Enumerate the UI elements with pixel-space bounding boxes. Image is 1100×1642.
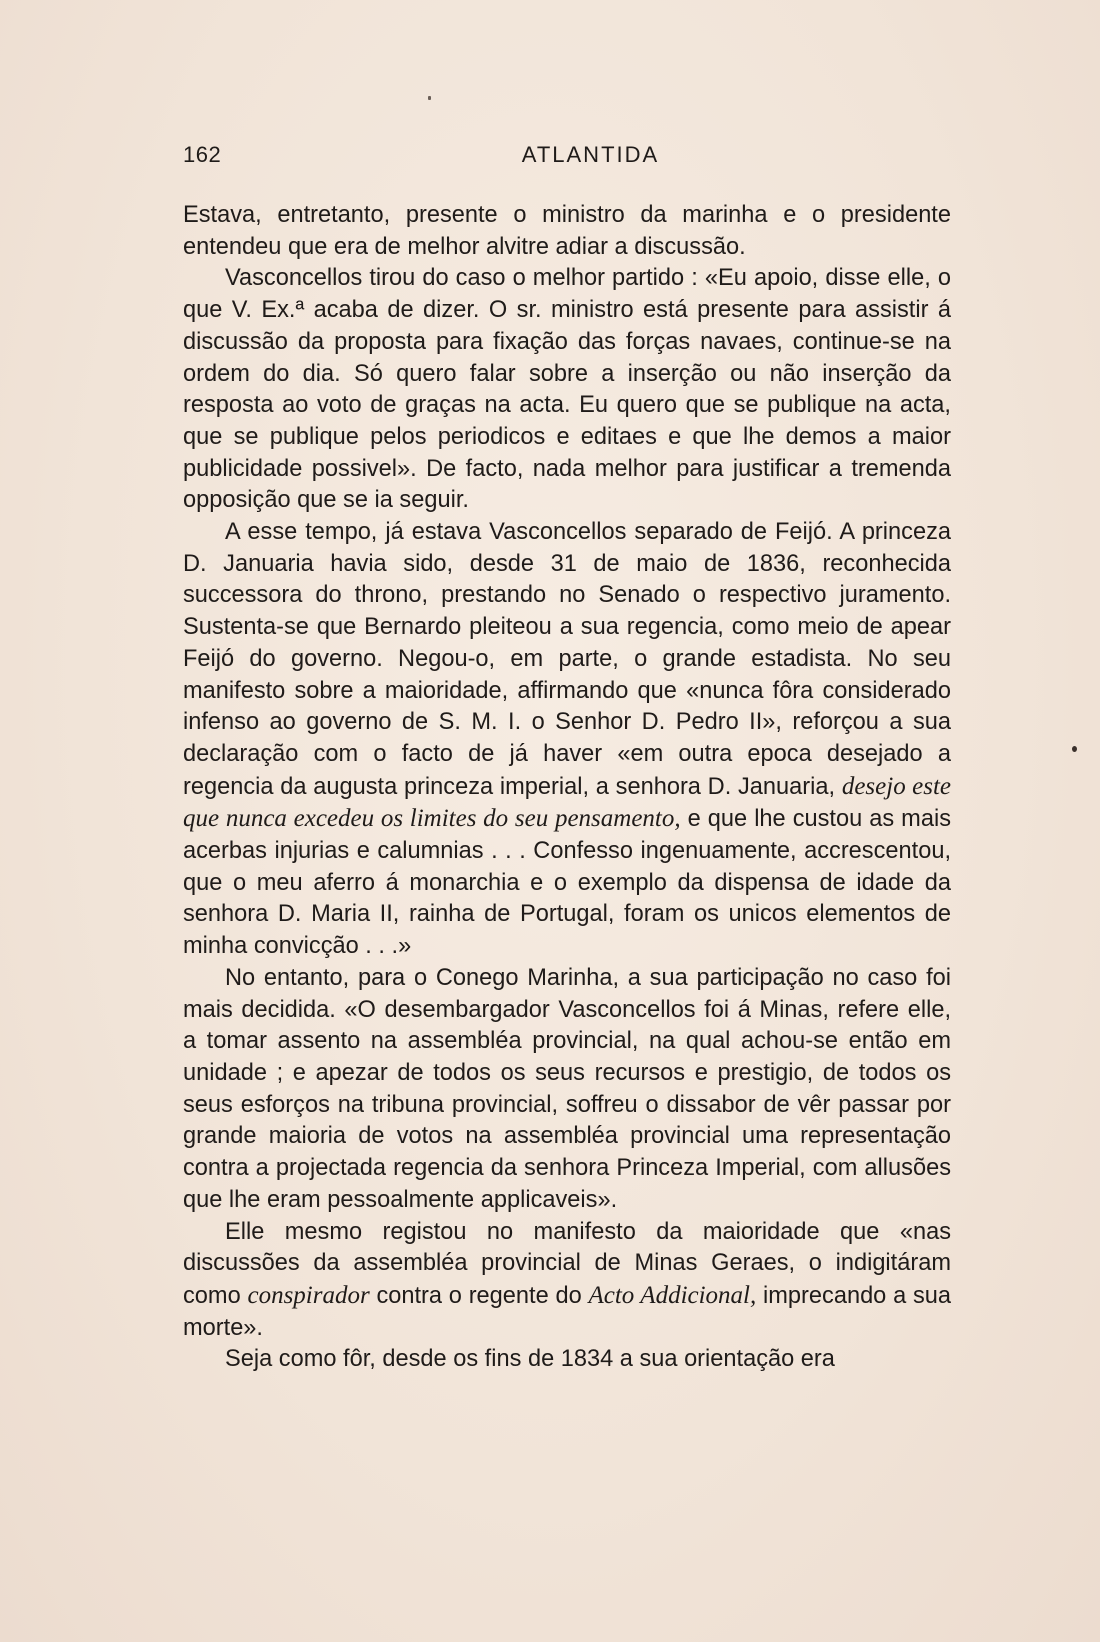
italic-text: Acto Addicional, [588,1281,757,1309]
page-number: 162 [183,142,222,167]
text-run: imprecando a sua morte». [183,1282,951,1341]
text-run: Seja como fôr, desde os fins de 1834 a sua orientação era [225,1346,835,1373]
paragraph-6 [183,1344,951,1376]
paragraph-4 [183,963,951,1217]
text-run: No entanto, para o Conego Marinha, a sua participação no caso foi mais decidida. «O desembargador Vasconcellos foi á Minas, refere elle, a tomar assento na assembléa provincial, na qual achou-se então em unidade ; e apezar de todos os seus recursos e prestigio, de todos os seus esforços na tribuna provincial, soffreu o dissabor de vêr passar por grande maioria de votos na assembléa provincial uma representação contra a projectada regencia da senhora Princeza Imperial, com allusões que lhe eram pessoalmente applicaveis». [183,964,951,1213]
text-run: contra o regente do [369,1282,589,1309]
text-run: Estava, entretanto, presente o ministro da marinha e o presidente entendeu que era de melhor alvitre adiar a discussão. [183,202,951,260]
text-run: Vasconcellos tirou do caso o melhor partido : «Eu apoio, disse elle, o que V. Ex.ª acaba de dizer. O sr. ministro está presente para assistir á discussão da proposta para fixação das forças navaes, continue-se na ordem do dia. Só quero falar sobre a inserção ou não inserção da resposta ao voto de graças na acta. Eu quero que se publique na acta, que se publique pelos periodicos e editaes e que lhe demos a maior publicidade possivel». De facto, nada melhor para justificar a tremenda opposição que se ia seguir. [183,265,951,514]
journal-title: ATLANTIDA [521,142,660,167]
text-run: Elle mesmo registou no manifesto da maioridade que «nas discussões da assembléa provincial de Minas Geraes, o indigitáram como [183,1218,951,1309]
print-speck [428,96,431,100]
paragraph-1 [183,200,951,263]
text-run: e que lhe custou as mais acerbas injurias e calumnias . . . Confesso ingenuamente, accrescentou, que o meu aferro á monarchia e o exemplo da dispensa de idade da senhora D. Maria II, rainha de Portugal, foram os unicos elementos de minha convicção . . .» [183,806,952,960]
running-head [183,142,958,174]
paragraph-3 [183,517,951,963]
paragraph-2 [183,263,951,517]
italic-text: desejo este que nunca excedeu os limites do seu pensamento, [183,772,952,833]
paragraph-5 [183,1217,951,1345]
body-text [183,200,951,1376]
italic-text: conspirador [247,1281,370,1309]
margin-speck [1072,746,1077,752]
text-run: A esse tempo, já estava Vasconcellos separado de Feijó. A princeza D. Januaria havia sido, desde 31 de maio de 1836, reconhecida successora do throno, prestando no Senado o respectivo juramento. Sustenta-se que Bernardo pleiteou a sua regencia, como meio de apear Feijó do governo. Negou-o, em parte, o grande estadista. No seu manifesto sobre a maioridade, affirmando que «nunca fôra considerado infenso ao governo de S. M. I. o Senhor D. Pedro II», reforçou a sua declaração com o facto de já haver «em outra epoca desejado a regencia da augusta princeza imperial, a senhora D. Januaria, [183,519,951,800]
